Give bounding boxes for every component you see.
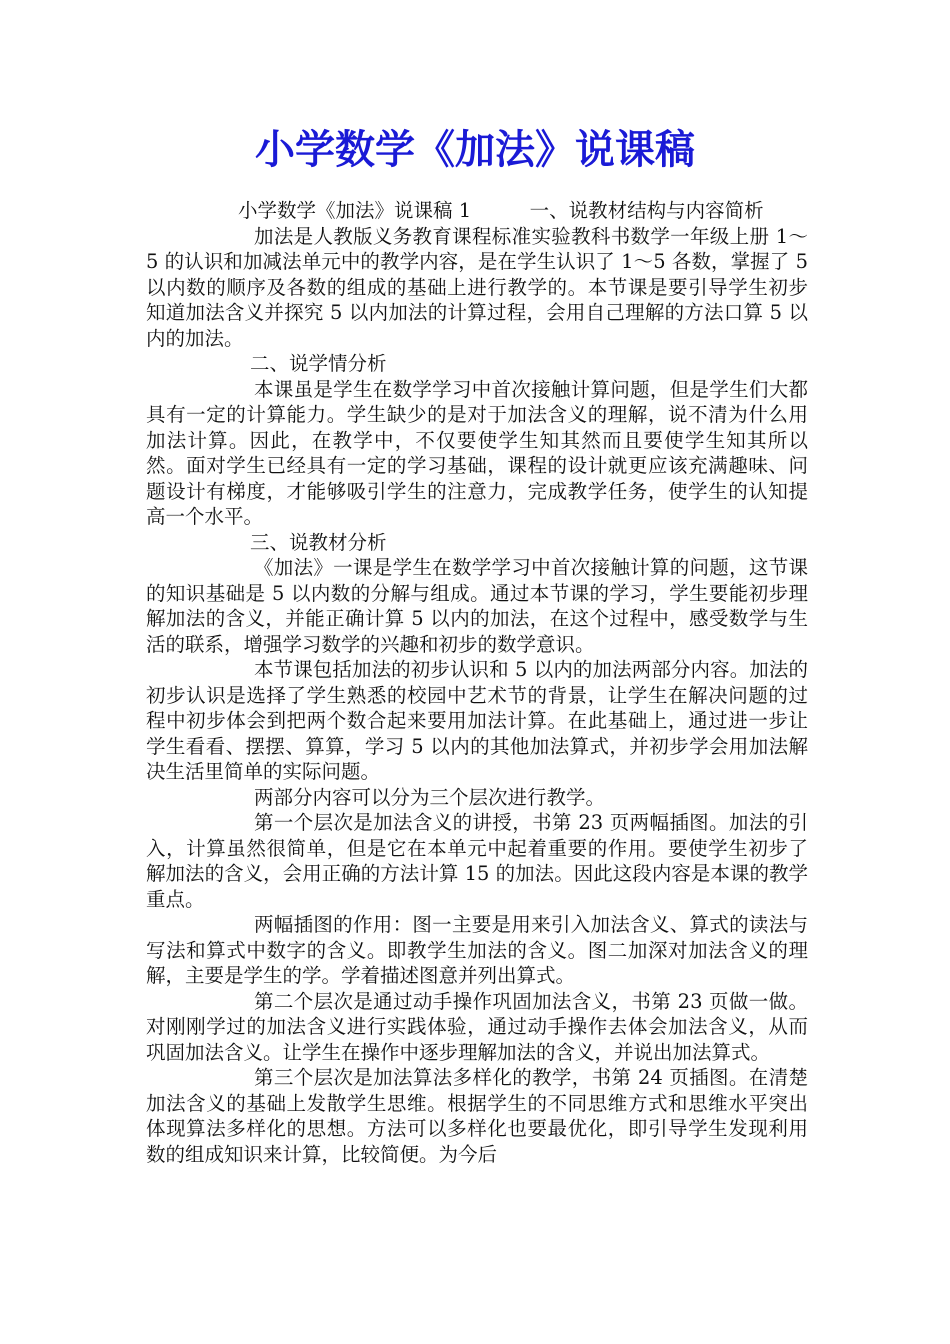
paragraph: 第三个层次是加法算法多样化的教学，书第 24 页插图。在清楚加法含义的基础上发散学生思维。根据学生的不同思维方式和思维水平突出体现算法多样化的思想。方法可以多样化也要最优化，即引导学生发现利用数的组成知识来计算，比较简便。为今后 xyxy=(146,1066,808,1166)
paragraph: 本节课包括加法的初步认识和 5 以内的加法两部分内容。加法的初步认识是选择了学生熟悉的校园中艺术节的背景，让学生在解决问题的过程中初步体会到把两个数合起来要用加法计算。在此基础上，通过进一步让学生看看、摆摆、算算，学习 5 以内的其他加法算式，并初步学会用加法解决生活里简单的实际问题。 xyxy=(146,658,808,783)
paragraph: 两幅插图的作用：图一主要是用来引入加法含义、算式的读法与写法和算式中数字的含义。即教学生加法的含义。图二加深对加法含义的理解，主要是学生的学。学着描述图意并列出算式。 xyxy=(146,913,808,987)
document-title: 小学数学《加法》说课稿 xyxy=(255,126,695,173)
section-heading: 二、说学情分析 xyxy=(250,352,387,375)
document-body xyxy=(146,198,808,1167)
paragraph: 《加法》一课是学生在数学学习中首次接触计算的问题，这节课的知识基础是 5 以内数的分解与组成。通过本节课的学习，学生要能初步理解加法的含义，并能正确计算 5 以内的加法，在这个过程中，感受数学与生活的联系，增强学习数学的兴趣和初步的数学意识。 xyxy=(146,556,808,656)
paragraph: 加法是人教版义务教育课程标准实验教科书数学一年级上册 1～5 的认识和加减法单元中的教学内容，是在学生认识了 1～5 各数，掌握了 5 以内数的顺序及各数的组成的基础上进行教学的。本节课是要引导学生初步知道加法含义并探究 5 以内加法的计算过程，会用自己理解的方法口算 5 以内的加法。 xyxy=(146,224,808,350)
paragraph: 第二个层次是通过动手操作巩固加法含义，书第 23 页做一做。对刚刚学过的加法含义进行实践体验，通过动手操作去体会加法含义，从而巩固加法含义。让学生在操作中逐步理解加法的含义，并说出加法算式。 xyxy=(146,989,808,1064)
paragraph: 本课虽是学生在数学学习中首次接触计算问题，但是学生们大都具有一定的计算能力。学生缺少的是对于加法含义的理解，说不清为什么用加法计算。因此，在教学中，不仅要使学生知其然而且要使学生知其所以然。面对学生已经具有一定的学习基础，课程的设计就更应该充满趣味、问题设计有梯度，才能够吸引学生的注意力，完成教学任务，使学生的认知提高一个水平。 xyxy=(146,377,808,528)
paragraph: 第一个层次是加法含义的讲授，书第 23 页两幅插图。加法的引入，计算虽然很简单，但是它在本单元中起着重要的作用。要使学生初步了解加法的含义，会用正确的方法计算 15 的加法。因此这段内容是本课的教学重点。 xyxy=(146,811,808,911)
paragraph-intro: 小学数学《加法》说课稿 1 一、说教材结构与内容简析 xyxy=(238,199,764,222)
section-heading: 三、说教材分析 xyxy=(250,530,387,554)
paragraph: 两部分内容可以分为三个层次进行教学。 xyxy=(254,785,606,809)
